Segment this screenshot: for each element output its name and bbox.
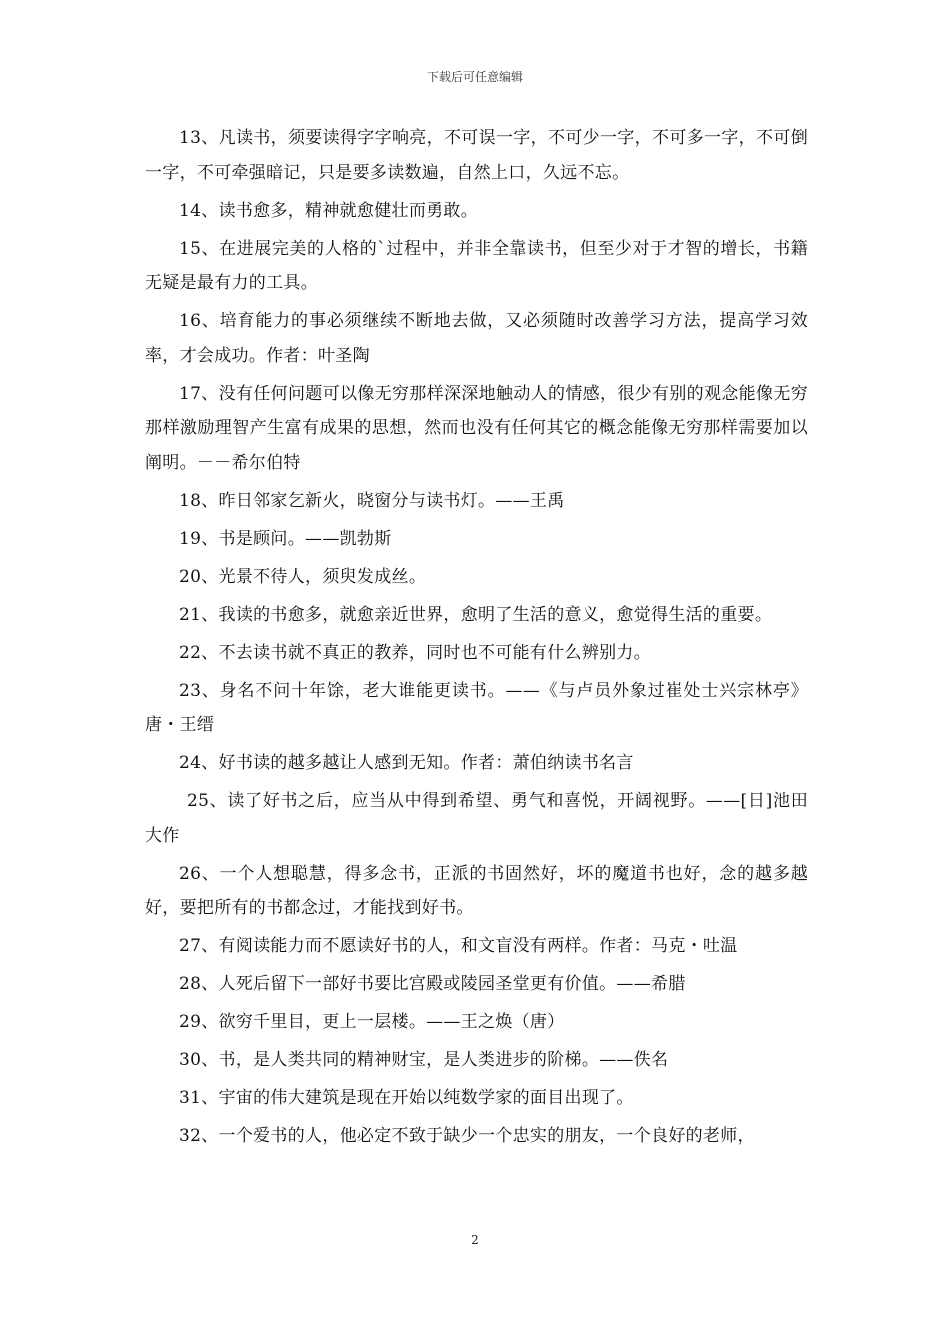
paragraph-18: 18、昨日邻家乞新火，晓窗分与读书灯。——王禹: [179, 490, 565, 511]
paragraph-30: 30、书，是人类共同的精神财宝，是人类进步的阶梯。——佚名: [179, 1050, 669, 1070]
paragraph-13: 13、凡读书，须要读得字字响亮，不可误一字，不可少一字，不可多一字，不可倒一字，不可牵强暗记，只是要多读数遍，自然上口，久远不忘。: [145, 128, 808, 183]
page-header: 下载后可任意编辑: [426, 70, 523, 84]
paragraph-16: 16、培育能力的事必须继续不断地去做，又必须随时改善学习方法，提高学习效率，才会成功。作者：叶圣陶: [145, 311, 808, 366]
document-body: [145, 121, 808, 1157]
paragraph-17: 17、没有任何问题可以像无穷那样深深地触动人的情感，很少有别的观念能像无穷那样激励理智产生富有成果的思想，然而也没有任何其它的概念能像无穷那样需要加以阐明。－－希尔伯特: [145, 383, 808, 473]
paragraph-19: 19、书是顾问。——凯勃斯: [179, 528, 392, 549]
paragraph-24: 24、好书读的越多越让人感到无知。作者：萧伯纳读书名言: [179, 753, 634, 773]
paragraph-26: 26、一个人想聪慧，得多念书，正派的书固然好，坏的魔道书也好，念的越多越好，要把所有的书都念过，才能找到好书。: [145, 863, 808, 918]
paragraph-32: 32、一个爱书的人，他必定不致于缺少一个忠实的朋友，一个良好的老师，: [179, 1126, 755, 1146]
paragraph-22: 22、不去读书就不真正的教养，同时也不可能有什么辨别力。: [179, 642, 652, 663]
paragraph-28: 28、人死后留下一部好书要比宫殿或陵园圣堂更有价值。——希腊: [179, 974, 686, 994]
paragraph-23: 23、身名不问十年馀，老大谁能更读书。——《与卢员外象过崔处士兴宗林亭》唐・王缙: [145, 680, 808, 735]
paragraph-29: 29、欲穷千里目，更上一层楼。——王之焕（唐）: [179, 1012, 565, 1032]
paragraph-20: 20、光景不待人，须臾发成丝。: [179, 566, 427, 587]
paragraph-31: 31、宇宙的伟大建筑是现在开始以纯数学家的面目出现了。: [179, 1088, 634, 1108]
page-number: 2: [471, 1233, 479, 1247]
paragraph-15: 15、在进展完美的人格的`过程中，并非全靠读书，但至少对于才智的增长，书籍无疑是最有力的工具。: [145, 238, 808, 293]
paragraph-21: 21、我读的书愈多，就愈亲近世界，愈明了生活的意义，愈觉得生活的重要。: [179, 604, 773, 625]
paragraph-27: 27、有阅读能力而不愿读好书的人，和文盲没有两样。作者：马克・吐温: [179, 936, 738, 956]
paragraph-25: 25、读了好书之后，应当从中得到希望、勇气和喜悦，开阔视野。——[日]池田大作: [145, 791, 808, 846]
paragraph-14: 14、读书愈多，精神就愈健壮而勇敢。: [179, 200, 479, 221]
